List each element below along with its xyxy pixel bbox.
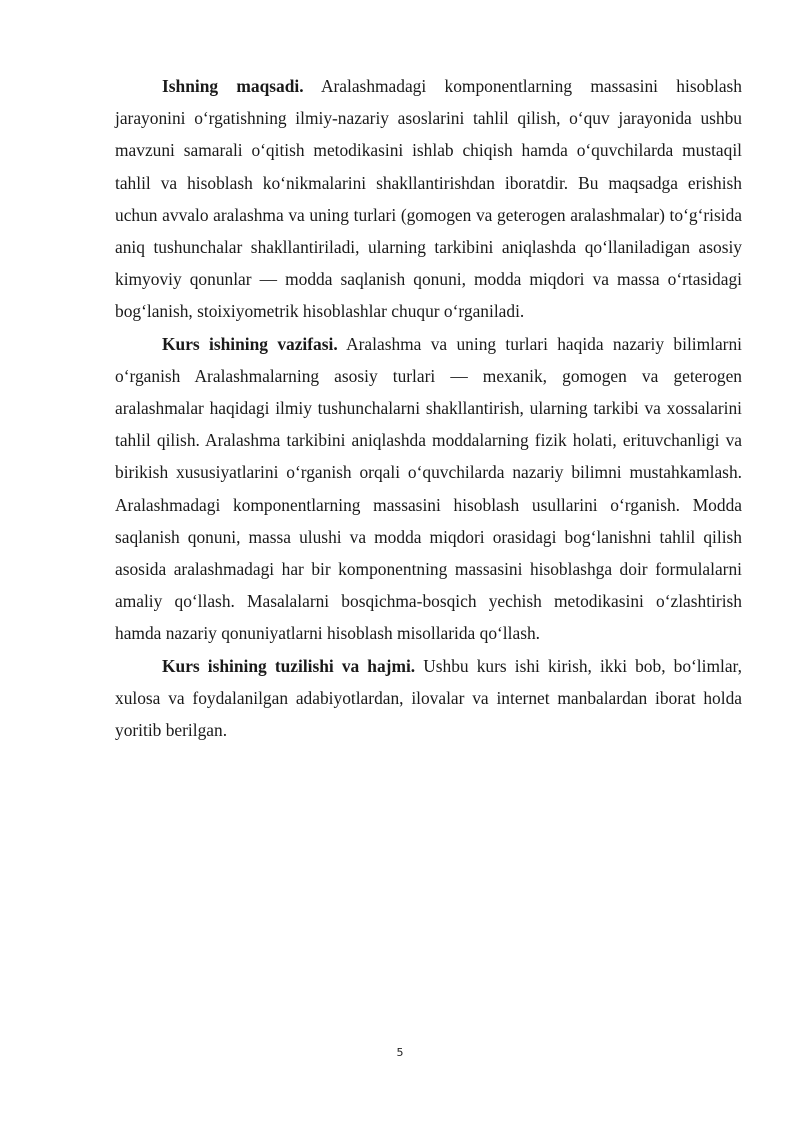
- paragraph-heading: Kurs ishining tuzilishi va hajmi.: [162, 655, 416, 676]
- paragraph-heading: Ishning maqsadi.: [162, 76, 304, 96]
- paragraph-ishning-maqsadi: [115, 70, 742, 328]
- page-number: 5: [396, 1046, 404, 1059]
- paragraph-kurs-ishining-tuzilishi: [115, 650, 742, 747]
- paragraph-kurs-ishining-vazifasi: [115, 328, 742, 650]
- paragraph-text: Aralashmadagi komponentlarning massasini hisoblash jarayonini o‘rgatishning ilmiy-nazariy asoslarini tahlil qilish, o‘quv jarayonida ushbu mavzuni samarali o‘qitish metodikasini ishlab chiqish hamda o‘quvchilarda mustaqil tahlil va hisoblash ko‘nikmalarini shakllantirishdan iboratdir. Bu maqsadga erishish uchun avvalo aralashma va uning turlari (gomogen va geterogen aralashmalar) to‘g‘risida aniq tushunchalar shakllantiriladi, ularning tarkibini aniqlashda qo‘llaniladigan asosiy kimyoviy qonunlar — modda saqlanish qonuni, modda miqdori va massa o‘rtasidagi bog‘lanish, stoixiyometrik hisoblashlar chuqur o‘rganiladi.: [115, 76, 742, 322]
- paragraph-heading: Kurs ishining vazifasi.: [162, 333, 338, 354]
- paragraph-text: Aralashma va uning turlari haqida nazariy bilimlarni o‘rganish Aralashmalarning asosiy turlari — mexanik, gomogen va geterogen aralashmalar haqidagi ilmiy tushunchalarni shakllantirish, ularning tarkibi va xossalarini tahlil qilish. Aralashma tarkibini aniqlashda moddalarning fizik holati, erituvchanligi va birikish xususiyatlarini o‘rganish orqali o‘quvchilarda nazariy bilimni mustahkamlash. Aralashmadagi komponentlarning massasini hisoblash usullarini o‘rganish. Modda saqlanish qonuni, massa ulushi va modda miqdori orasidagi bog‘lanishni tahlil qilish asosida aralashmadagi har bir komponentning massasini hisoblashga doir formulalarni amaliy qo‘llash. Masalalarni bosqichma-bosqich yechish metodikasini o‘zlashtirish hamda nazariy qonuniyatlarni hisoblash misollarida qo‘llash.: [115, 333, 743, 644]
- body-text: [115, 70, 742, 746]
- paragraph-text: Ushbu kurs ishi kirish, ikki bob, bo‘limlar, xulosa va foydalanilgan adabiyotlardan, ilovalar va internet manbalardan iborat holda yoritib berilgan.: [115, 655, 742, 741]
